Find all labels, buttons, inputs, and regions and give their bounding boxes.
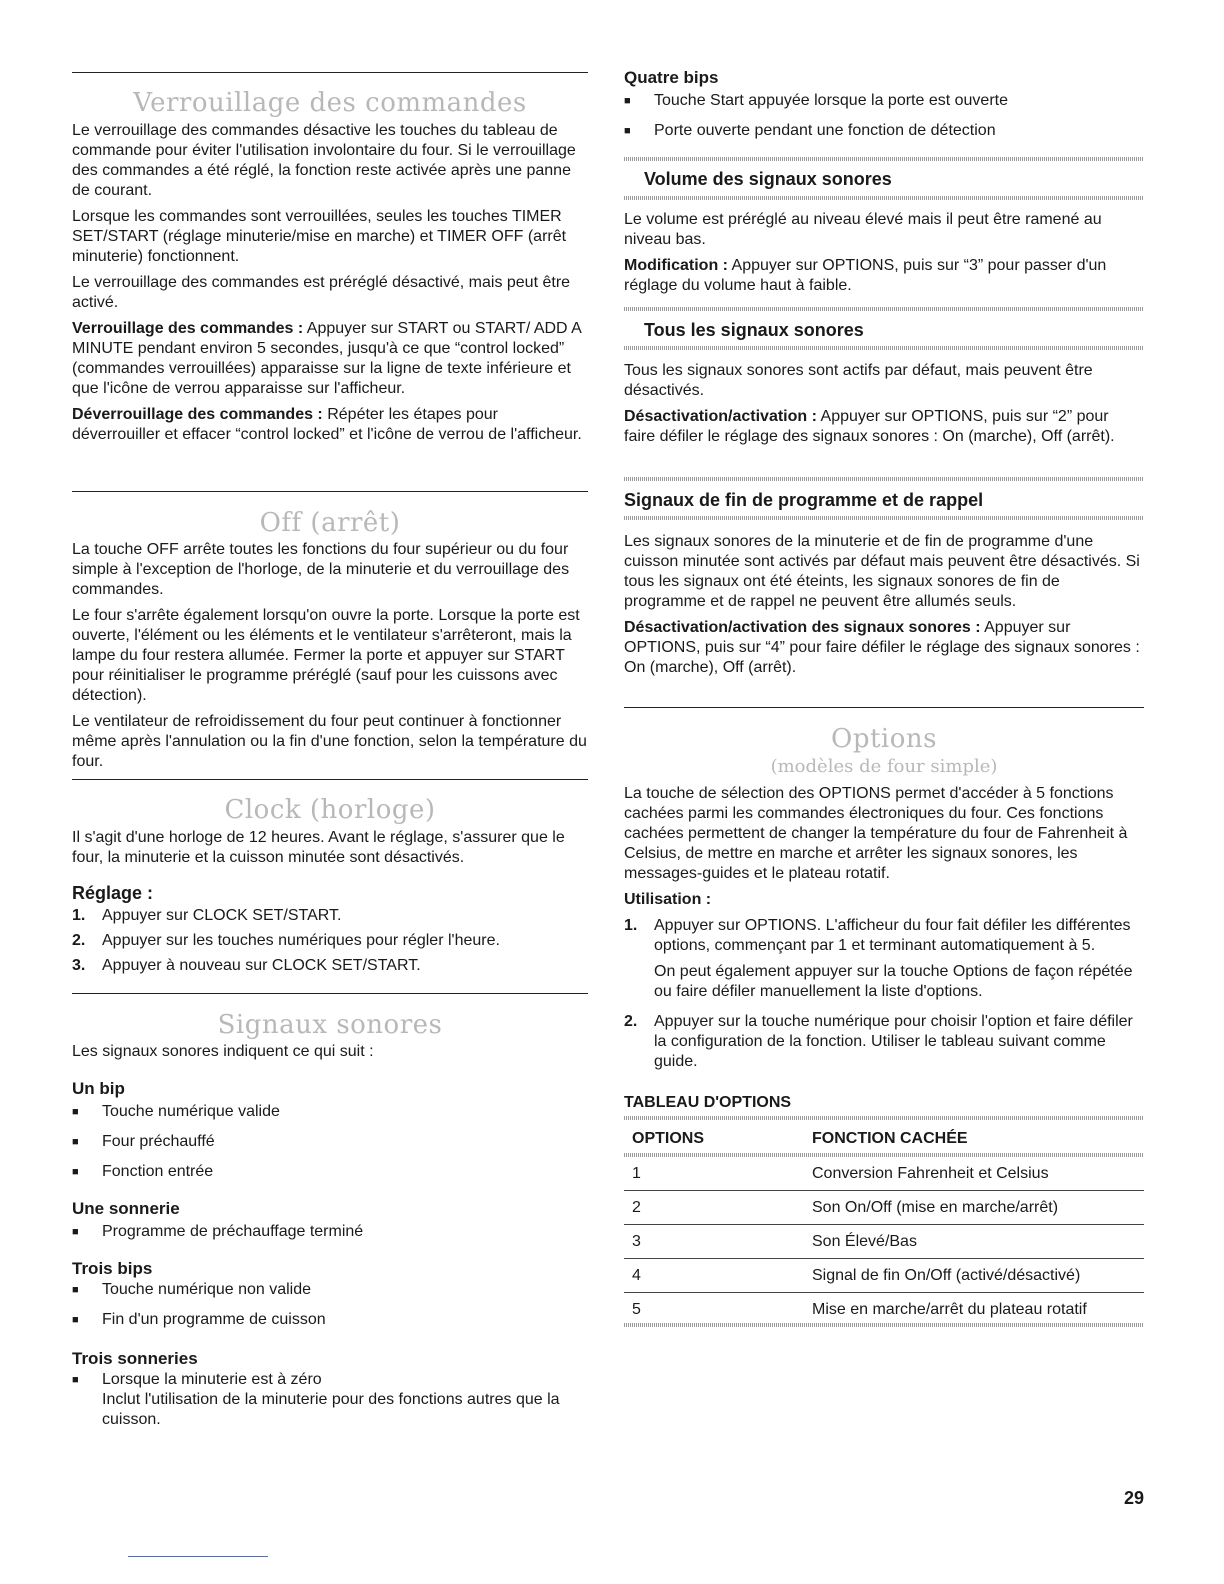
- table-cell: Mise en marche/arrêt du plateau rotatif: [812, 1300, 1087, 1318]
- section-divider: [72, 72, 588, 73]
- list-item: [72, 1310, 588, 1330]
- subheading-quatre-bips: Quatre bips: [624, 68, 719, 87]
- bullet-icon: ■: [624, 95, 631, 107]
- table-header: [624, 1122, 1144, 1155]
- subheading-reglage: Réglage :: [72, 883, 154, 903]
- table-row: [624, 1225, 1144, 1259]
- table-cell: 1: [624, 1157, 812, 1191]
- step-text: [654, 916, 1144, 1002]
- table-row: [624, 1259, 1144, 1293]
- clock-body: [72, 828, 588, 976]
- list-item: [624, 1012, 1144, 1072]
- bullet-icon: ■: [72, 1374, 79, 1386]
- table-cell: Signal de fin On/Off (activé/désactivé): [812, 1259, 1144, 1293]
- paragraph: Le four s'arrête également lorsqu'on ouvre la porte. Lorsque la porte est ouverte, l'élément ou les éléments et le ventilateur s'arrêteront, mais la lampe du four restera allumée. Fermer la porte et appuyer sur START pour réinitialiser le programme préréglé (sauf pour les cuissons avec détection).: [72, 607, 580, 704]
- column-header: FONCTION CACHÉE: [812, 1129, 968, 1147]
- paragraph-text: Appuyer sur OPTIONS, puis sur “2” pour faire défiler le réglage des signaux sonores : On (marche), Off (arrêt).: [624, 408, 1115, 445]
- heading-tous: Tous les signaux sonores: [644, 320, 864, 340]
- bullet-icon: ■: [72, 1136, 79, 1148]
- hatch-divider: [624, 477, 1144, 481]
- lead-term: Modification :: [624, 257, 728, 274]
- paragraph: [72, 319, 588, 399]
- hatch-divider: [624, 196, 1144, 200]
- lead-term: Verrouillage des commandes :: [72, 320, 304, 337]
- paragraph: [72, 405, 588, 445]
- paragraph: [624, 618, 1144, 678]
- section-divider: [72, 993, 588, 994]
- list-item-text: Fin d'un programme de cuisson: [102, 1311, 326, 1328]
- paragraph-text: Appuyer sur OPTIONS, puis sur “3” pour passer d'un réglage du volume haut à faible.: [624, 257, 1107, 294]
- list-item: [72, 1280, 588, 1300]
- paragraph: Les signaux sonores indiquent ce qui suit :: [72, 1043, 374, 1060]
- list-item: [624, 121, 1144, 141]
- list-item: [72, 1162, 588, 1182]
- signaux-body: [72, 1042, 588, 1430]
- section-divider: [72, 491, 588, 492]
- table-row: [624, 1157, 1144, 1191]
- bullet-icon: ■: [72, 1314, 79, 1326]
- subheading-trois-sonneries: Trois sonneries: [72, 1349, 198, 1368]
- paragraph: Le verrouillage des commandes est préréglé désactivé, mais peut être activé.: [72, 274, 571, 311]
- step-text: Appuyer sur la touche numérique pour choisir l'option et faire défiler la configuration de la fonction. Utiliser le tableau suivant comme guide.: [654, 1013, 1133, 1070]
- bullet-icon: ■: [624, 125, 631, 137]
- hatch-divider: [624, 346, 1144, 350]
- list-item: [624, 91, 1144, 111]
- subheading-une-sonnerie: Une sonnerie: [72, 1199, 180, 1218]
- heading-volume: Volume des signaux sonores: [644, 169, 892, 189]
- paragraph: La touche OFF arrête toutes les fonctions du four supérieur ou du four simple à l'exception de l'horloge, de la minuterie et du verrouillage des commandes.: [72, 541, 570, 598]
- column-header: OPTIONS: [632, 1129, 705, 1147]
- paragraph: Le verrouillage des commandes désactive les touches du tableau de commande pour éviter l'utilisation involontaire du four. Si le verrouillage des commandes a été réglé, la fonction reste activée après une panne de courant.: [72, 122, 576, 199]
- paragraph: Les signaux sonores de la minuterie et de fin de programme d'une cuisson minutée sont activés par défaut mais peuvent être désactivés. Si tous les signaux ont été éteints, les signaux sonores de fin de programme et de rappel ne peuvent être allumés seuls.: [624, 533, 1140, 610]
- paragraph: La touche de sélection des OPTIONS permet d'accéder à 5 fonctions cachées parmi les commandes électroniques du four. Ces fonctions cachées permettent de changer la température du four de Fahrenheit à Celsius, de mettre en marche et arrêter les signaux sonores, les messages-guides et le plateau rotatif.: [624, 785, 1128, 882]
- list-item: [72, 1370, 588, 1430]
- paragraph: Lorsque les commandes sont verrouillées, seules les touches TIMER SET/START (réglage minuterie/mise en marche) et TIMER OFF (arrêt minuterie) fonctionnent.: [72, 208, 567, 265]
- list-item: [624, 916, 1144, 1002]
- list-item: [72, 1132, 588, 1152]
- volume-body: [624, 210, 1144, 296]
- step-text: Appuyer sur les touches numériques pour régler l'heure.: [102, 932, 500, 949]
- step-number: 2.: [72, 932, 86, 949]
- paragraph: Tous les signaux sonores sont actifs par défaut, mais peuvent être désactivés.: [624, 362, 1093, 399]
- hatch-divider: [624, 1116, 1144, 1120]
- bullet-icon: ■: [72, 1106, 79, 1118]
- quatre-bips-block: [624, 67, 1144, 141]
- list-item-sub: Inclut l'utilisation de la minuterie pour des fonctions autres que la cuisson.: [102, 1391, 560, 1428]
- table-cell: 4: [624, 1259, 812, 1293]
- hatch-divider: [624, 307, 1144, 311]
- list-item-text: Four préchauffé: [102, 1133, 215, 1150]
- step-number: 1.: [72, 907, 86, 924]
- table-cell: Son On/Off (mise en marche/arrêt): [812, 1191, 1144, 1225]
- hatch-divider: [624, 516, 1144, 520]
- table-row: [624, 1293, 1144, 1327]
- paragraph-text: Appuyer sur OPTIONS, puis sur “4” pour faire défiler le réglage des signaux sonores : On (marche), Off (arrêt).: [624, 619, 1140, 676]
- bullet-icon: ■: [72, 1226, 79, 1238]
- hatch-divider: [624, 1323, 1144, 1327]
- paragraph: Le volume est préréglé au niveau élevé mais il peut être ramené au niveau bas.: [624, 211, 1102, 248]
- step-number: 3.: [72, 957, 86, 974]
- list-item-text: Touche Start appuyée lorsque la porte est ouverte: [654, 92, 1008, 109]
- subheading-trois-bips: Trois bips: [72, 1259, 153, 1278]
- step-number: 2.: [624, 1013, 638, 1030]
- section-divider: [624, 707, 1144, 708]
- tous-body: [624, 361, 1144, 447]
- paragraph: Il s'agit d'une horloge de 12 heures. Avant le réglage, s'assurer que le four, la minuterie et la cuisson minutée sont désactivés.: [72, 829, 565, 866]
- options-table-body: [624, 1157, 1144, 1326]
- verrouillage-body: [72, 121, 588, 445]
- footer-rule: [128, 1556, 268, 1557]
- step-text: Appuyer sur CLOCK SET/START.: [102, 907, 342, 924]
- section-title-clock: Clock (horloge): [224, 795, 436, 825]
- table-cell: Son Élevé/Bas: [812, 1225, 1144, 1259]
- lead-term: Désactivation/activation des signaux sonores :: [624, 619, 981, 636]
- bullet-icon: ■: [72, 1166, 79, 1178]
- options-body: [624, 784, 1144, 1072]
- lead-term: Désactivation/activation :: [624, 408, 817, 425]
- paragraph: [624, 407, 1144, 447]
- section-divider: [72, 779, 588, 780]
- hatch-divider: [624, 157, 1144, 161]
- section-title-off: Off (arrêt): [259, 508, 401, 538]
- list-item-text: Touche numérique valide: [102, 1103, 280, 1120]
- step-number: 1.: [624, 917, 638, 934]
- paragraph-text: Répéter les étapes pour déverrouiller et effacer “control locked” et l'icône de verrou de l'afficheur.: [72, 406, 582, 443]
- table-cell: 3: [624, 1225, 812, 1259]
- paragraph: Le ventilateur de refroidissement du four peut continuer à fonctionner même après l'annulation ou la fin d'une fonction, selon la température du four.: [72, 713, 587, 770]
- list-item-main: Lorsque la minuterie est à zéro: [102, 1371, 322, 1388]
- table-row: [624, 1191, 1144, 1225]
- list-item-text: Porte ouverte pendant une fonction de détection: [654, 122, 996, 139]
- section-title-signaux: Signaux sonores: [217, 1010, 443, 1040]
- list-item-text: Programme de préchauffage terminé: [102, 1223, 364, 1240]
- section-title-options: Options: [831, 724, 937, 754]
- table-cell: 2: [624, 1191, 812, 1225]
- step-sub: On peut également appuyer sur la touche Options de façon répétée ou faire défiler manuellement la liste d'options.: [654, 963, 1133, 1000]
- section-title-verrouillage: Verrouillage des commandes: [133, 88, 527, 118]
- lead-term: Déverrouillage des commandes :: [72, 406, 323, 423]
- list-item-text: Touche numérique non valide: [102, 1281, 312, 1298]
- page-number: 29: [1123, 1488, 1144, 1508]
- table-cell: Conversion Fahrenheit et Celsius: [812, 1157, 1144, 1191]
- table-cell: 5: [632, 1300, 641, 1318]
- section-subtitle-options: (modèles de four simple): [770, 756, 998, 777]
- off-body: [72, 540, 588, 772]
- heading-fin: Signaux de fin de programme et de rappel: [624, 490, 984, 510]
- list-item: [72, 931, 588, 951]
- table-title: TABLEAU D'OPTIONS: [624, 1094, 792, 1111]
- bullet-icon: ■: [72, 1284, 79, 1296]
- paragraph-text: Appuyer sur START ou START/ ADD A MINUTE pendant environ 5 secondes, jusqu'à ce que “control locked” (commandes verrouillées) apparaisse sur la ligne de texte inférieure et que l'icône de verrou apparaisse sur l'afficheur.: [72, 320, 581, 397]
- subheading-utilisation: Utilisation :: [624, 891, 712, 908]
- list-item: [72, 956, 588, 976]
- paragraph: [624, 256, 1144, 296]
- step-main: Appuyer sur OPTIONS. L'afficheur du four fait défiler les différentes options, commençant par 1 et terminant automatiquement à 5.: [654, 917, 1131, 954]
- steps-list: [72, 906, 588, 976]
- subheading-un-bip: Un bip: [72, 1079, 125, 1098]
- list-item: [72, 1102, 588, 1122]
- step-text: Appuyer à nouveau sur CLOCK SET/START.: [102, 957, 421, 974]
- options-table: [624, 1122, 1144, 1155]
- list-item-text: Fonction entrée: [102, 1163, 214, 1180]
- fin-body: [624, 532, 1144, 678]
- list-item: [72, 906, 588, 926]
- list-item-text: [102, 1370, 588, 1430]
- list-item: [72, 1222, 588, 1242]
